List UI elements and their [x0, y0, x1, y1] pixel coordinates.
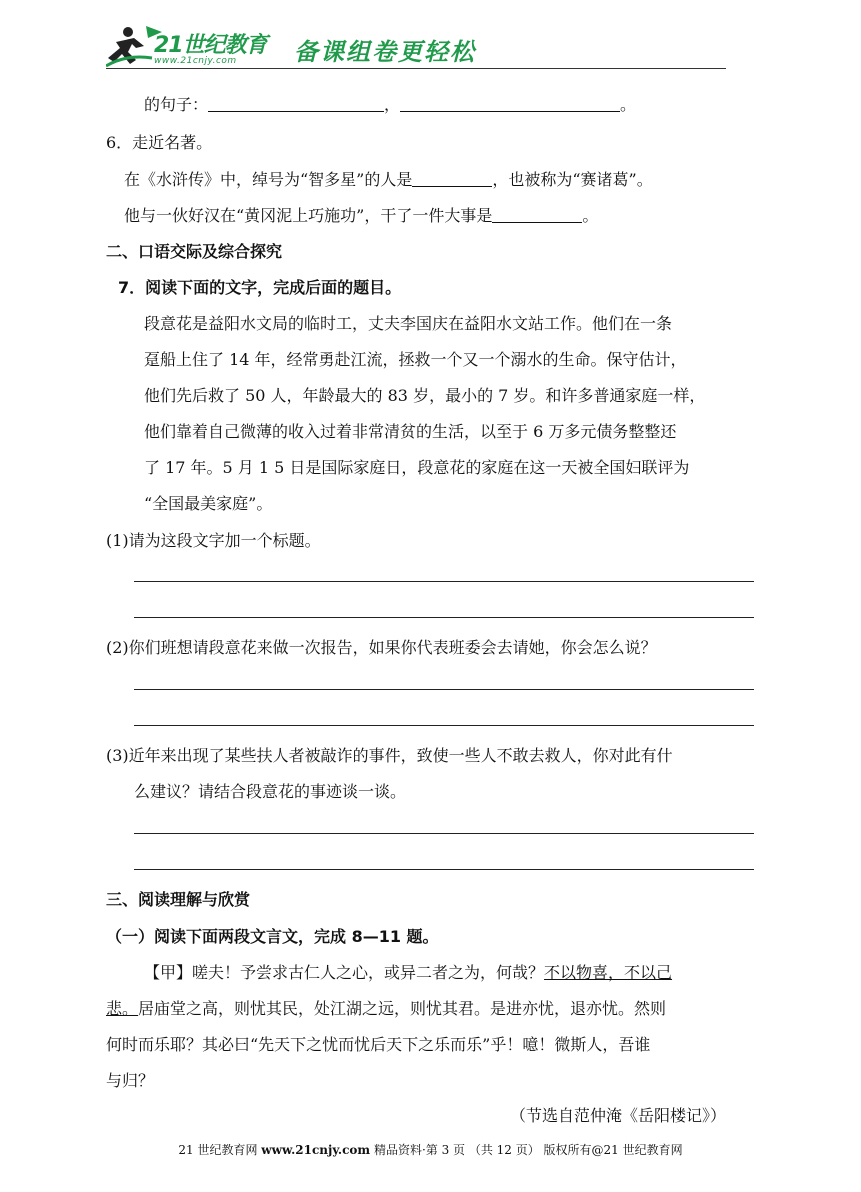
- classical-text-line: [144, 962, 672, 984]
- answer-line[interactable]: [134, 869, 754, 870]
- q6-title: 6．走近名著。: [106, 133, 213, 152]
- q6-line2-text: 他与一伙好汉在“黄冈泥上巧施功”，干了一件大事是: [124, 206, 493, 225]
- brand-name: 21世纪教育: [154, 33, 267, 58]
- q6-line2-tail: 。: [582, 206, 599, 225]
- brand-url: www.21cnjy.com: [154, 56, 237, 66]
- q6-blank-1[interactable]: [412, 170, 492, 187]
- answer-line[interactable]: [134, 617, 754, 618]
- answer-line[interactable]: [134, 725, 754, 726]
- q5-blank-2[interactable]: [400, 95, 620, 112]
- passage-line: 他们靠着自己微薄的收入过着非常清贫的生活，以至于 6 万多元债务整整还: [144, 422, 677, 441]
- footer-url[interactable]: www.21cnjy.com: [261, 1143, 371, 1157]
- classical-text-line: [106, 998, 666, 1020]
- jia-underlined: 不以物喜，不以己: [544, 963, 673, 982]
- source-citation: （节选自范仲淹《岳阳楼记》）: [510, 1106, 727, 1125]
- q5-tail-line: [144, 94, 636, 116]
- q7-title: 7．阅读下面的文字，完成后面的题目。: [118, 278, 402, 297]
- q5-prefix: 的句子：: [144, 95, 209, 114]
- page-header: [106, 22, 726, 72]
- header-slogan: 备课组卷更轻松: [294, 38, 476, 66]
- passage-line: “全国最美家庭”。: [144, 494, 273, 513]
- footer-site: 21 世纪教育网: [178, 1143, 258, 1157]
- sub-question-2: (2)你们班想请段意花来做一次报告，如果你代表班委会去请她，你会怎么说？: [106, 638, 657, 657]
- passage-line: 了 17 年。5 月 1 5 日是国际家庭日，段意花的家庭在这一天被全国妇联评为: [144, 458, 690, 477]
- passage-line: 段意花是益阳水文局的临时工，丈夫李国庆在益阳水文站工作。他们在一条: [144, 314, 673, 333]
- classical-text-line: 与归？: [106, 1071, 155, 1090]
- jia-underlined: 悲。: [106, 999, 139, 1018]
- passage-line: 他们先后救了 50 人，年龄最大的 83 岁，最小的 7 岁。和许多普通家庭一样，: [144, 386, 706, 405]
- q6-blank-2[interactable]: [492, 206, 582, 223]
- jia-text: 居庙堂之高，则忧其民，处江湖之远，则忧其君。是进亦忧，退亦忧。然则: [138, 999, 667, 1018]
- footer-page-info: 精品资料·第 3 页 （共 12 页） 版权所有@21 世纪教育网: [373, 1143, 683, 1157]
- passage-line: 趸船上住了 14 年，经常勇赴江流，拯救一个又一个溺水的生命。保守估计，: [144, 350, 687, 369]
- jia-text: 嗟夫！予尝求古仁人之心，或异二者之为，何哉？: [192, 963, 545, 982]
- answer-line[interactable]: [134, 833, 754, 834]
- classical-text-line: 何时而乐耶？其必曰“先天下之忧而忧后天下之乐而乐”乎！噫！微斯人，吾谁: [106, 1035, 651, 1054]
- header-divider: [106, 68, 726, 69]
- sub-question-3: (3)近年来出现了某些扶人者被敲诈的事件，致使一些人不敢去救人，你对此有什: [106, 746, 673, 765]
- section-2-title: 二、口语交际及综合探究: [106, 242, 283, 261]
- jia-label: 【甲】: [144, 963, 193, 982]
- sub-question-3-cont: 么建议？请结合段意花的事迹谈一谈。: [134, 782, 407, 801]
- q5-blank-1[interactable]: [208, 95, 384, 112]
- q5-comma: ，: [384, 95, 401, 114]
- sub-question-1: (1)请为这段文字加一个标题。: [106, 531, 321, 550]
- reading-subtitle: （一）阅读下面两段文言文，完成 8—11 题。: [106, 927, 439, 946]
- q6-line-1: [124, 169, 653, 191]
- answer-line[interactable]: [134, 581, 754, 582]
- q5-end: 。: [620, 95, 637, 114]
- q6-line-2: [124, 205, 598, 227]
- q6-line1-text: 在《水浒传》中，绰号为“智多星”的人是: [124, 170, 413, 189]
- answer-line[interactable]: [134, 689, 754, 690]
- page-footer: [0, 1141, 861, 1158]
- section-3-title: 三、阅读理解与欣赏: [106, 890, 251, 909]
- q6-line1-tail: ，也被称为“赛诸葛”。: [492, 170, 653, 189]
